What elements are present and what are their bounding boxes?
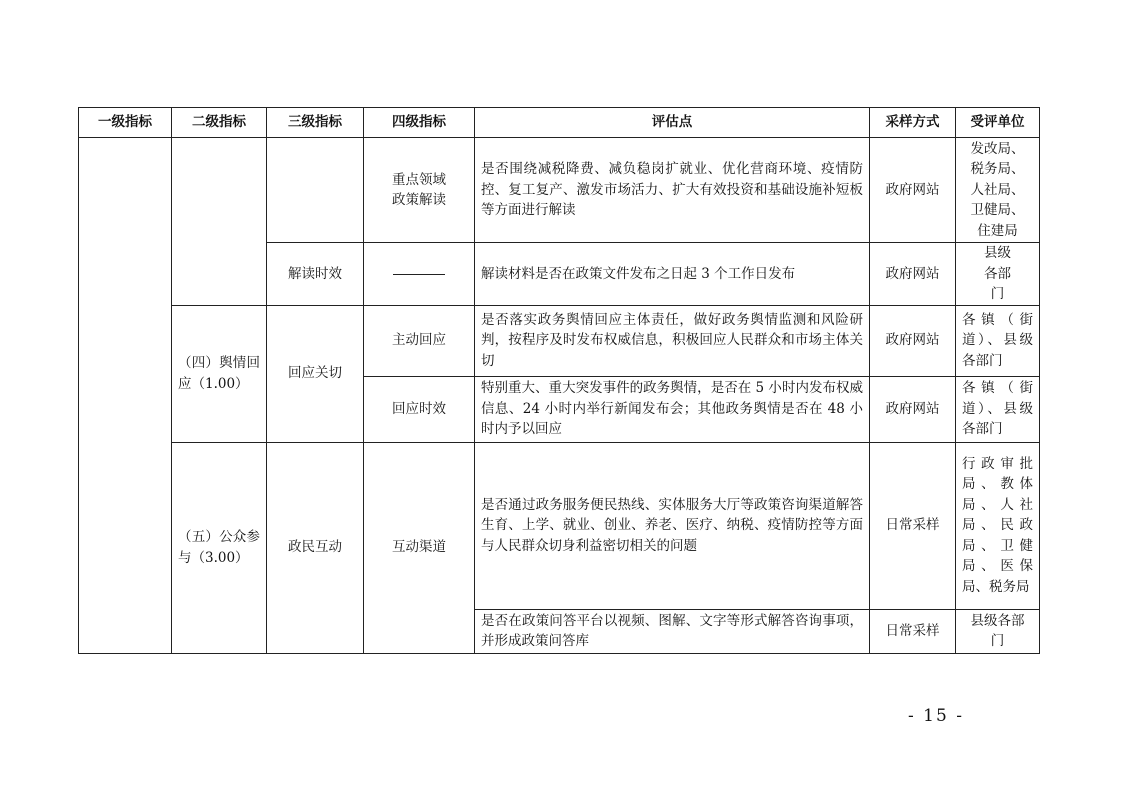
header-points: 评估点 (475, 108, 870, 138)
page-number: - 15 - (908, 706, 964, 726)
unit-cell: 各镇（街道）、县级各部门 (956, 305, 1040, 376)
level4-cell: 互动渠道 (364, 442, 475, 653)
level1-cell (79, 138, 172, 654)
method-cell: 日常采样 (870, 609, 956, 653)
table-row (79, 305, 1040, 376)
header-level2: 二级指标 (172, 108, 267, 138)
table-header-row (79, 108, 1040, 138)
header-method: 采样方式 (870, 108, 956, 138)
level2-text: （四）舆情回应（1.00） (178, 355, 260, 392)
level3-cell: 回应关切 (267, 305, 364, 442)
level2-cell (172, 305, 267, 442)
level3-cell: 政民互动 (267, 442, 364, 653)
point-cell: 是否在政策问答平台以视频、图解、文字等形式解答咨询事项，并形成政策问答库 (475, 609, 870, 653)
method-cell: 政府网站 (870, 376, 956, 442)
level4-cell (364, 138, 475, 243)
header-level4: 四级指标 (364, 108, 475, 138)
point-cell: 是否围绕减税降费、减负稳岗扩就业、优化营商环境、疫情防控、复工复产、激发市场活力、扩大有效投资和基础设施补短板等方面进行解读 (475, 138, 870, 243)
level2-text: （五）公众参与（3.00） (178, 529, 260, 566)
unit-cell (956, 243, 1040, 306)
table-row (79, 138, 1040, 243)
unit-cell: 行政审批局、教体局、人社局、民政局、卫健局、医保局、税务局 (956, 442, 1040, 609)
point-cell: 是否落实政务舆情回应主体责任，做好政务舆情监测和风险研判，按程序及时发布权威信息，积极回应人民群众和市场主体关切 (475, 305, 870, 376)
level3-cell: 解读时效 (267, 243, 364, 306)
level2-cell (172, 138, 267, 306)
method-cell: 政府网站 (870, 243, 956, 306)
level3-cell (267, 138, 364, 243)
header-unit: 受评单位 (956, 108, 1040, 138)
unit-cell (956, 138, 1040, 243)
level4-cell (364, 243, 475, 306)
unit-text: 县级各部门 (970, 612, 1025, 649)
method-cell: 政府网站 (870, 305, 956, 376)
method-cell: 日常采样 (870, 442, 956, 609)
point-cell: 特别重大、重大突发事件的政务舆情，是否在 5 小时内发布权威信息、24 小时内举行新闻发布会；其他政务舆情是否在 48 小时内予以回应 (475, 376, 870, 442)
method-cell: 政府网站 (870, 138, 956, 243)
level2-cell (172, 442, 267, 653)
header-level3: 三级指标 (267, 108, 364, 138)
point-cell: 是否通过政务服务便民热线、实体服务大厅等政策咨询渠道解答生育、上学、就业、创业、养老、医疗、纳税、疫情防控等方面与人民群众切身利益密切相关的问题 (475, 442, 870, 609)
unit-cell (956, 609, 1040, 653)
point-cell: 解读材料是否在政策文件发布之日起 3 个工作日发布 (475, 243, 870, 306)
level4-cell: 主动回应 (364, 305, 475, 376)
level4-text: 重点领域政策解读 (392, 171, 446, 208)
unit-text: 县级各部门 (984, 245, 1011, 302)
dash-line (393, 274, 445, 275)
header-level1: 一级指标 (79, 108, 172, 138)
evaluation-table (78, 107, 1040, 654)
table-row (79, 442, 1040, 609)
level4-cell: 回应时效 (364, 376, 475, 442)
unit-text: 发改局、税务局、人社局、卫健局、住建局 (970, 140, 1025, 239)
unit-cell: 各镇（街道）、县级各部门 (956, 376, 1040, 442)
